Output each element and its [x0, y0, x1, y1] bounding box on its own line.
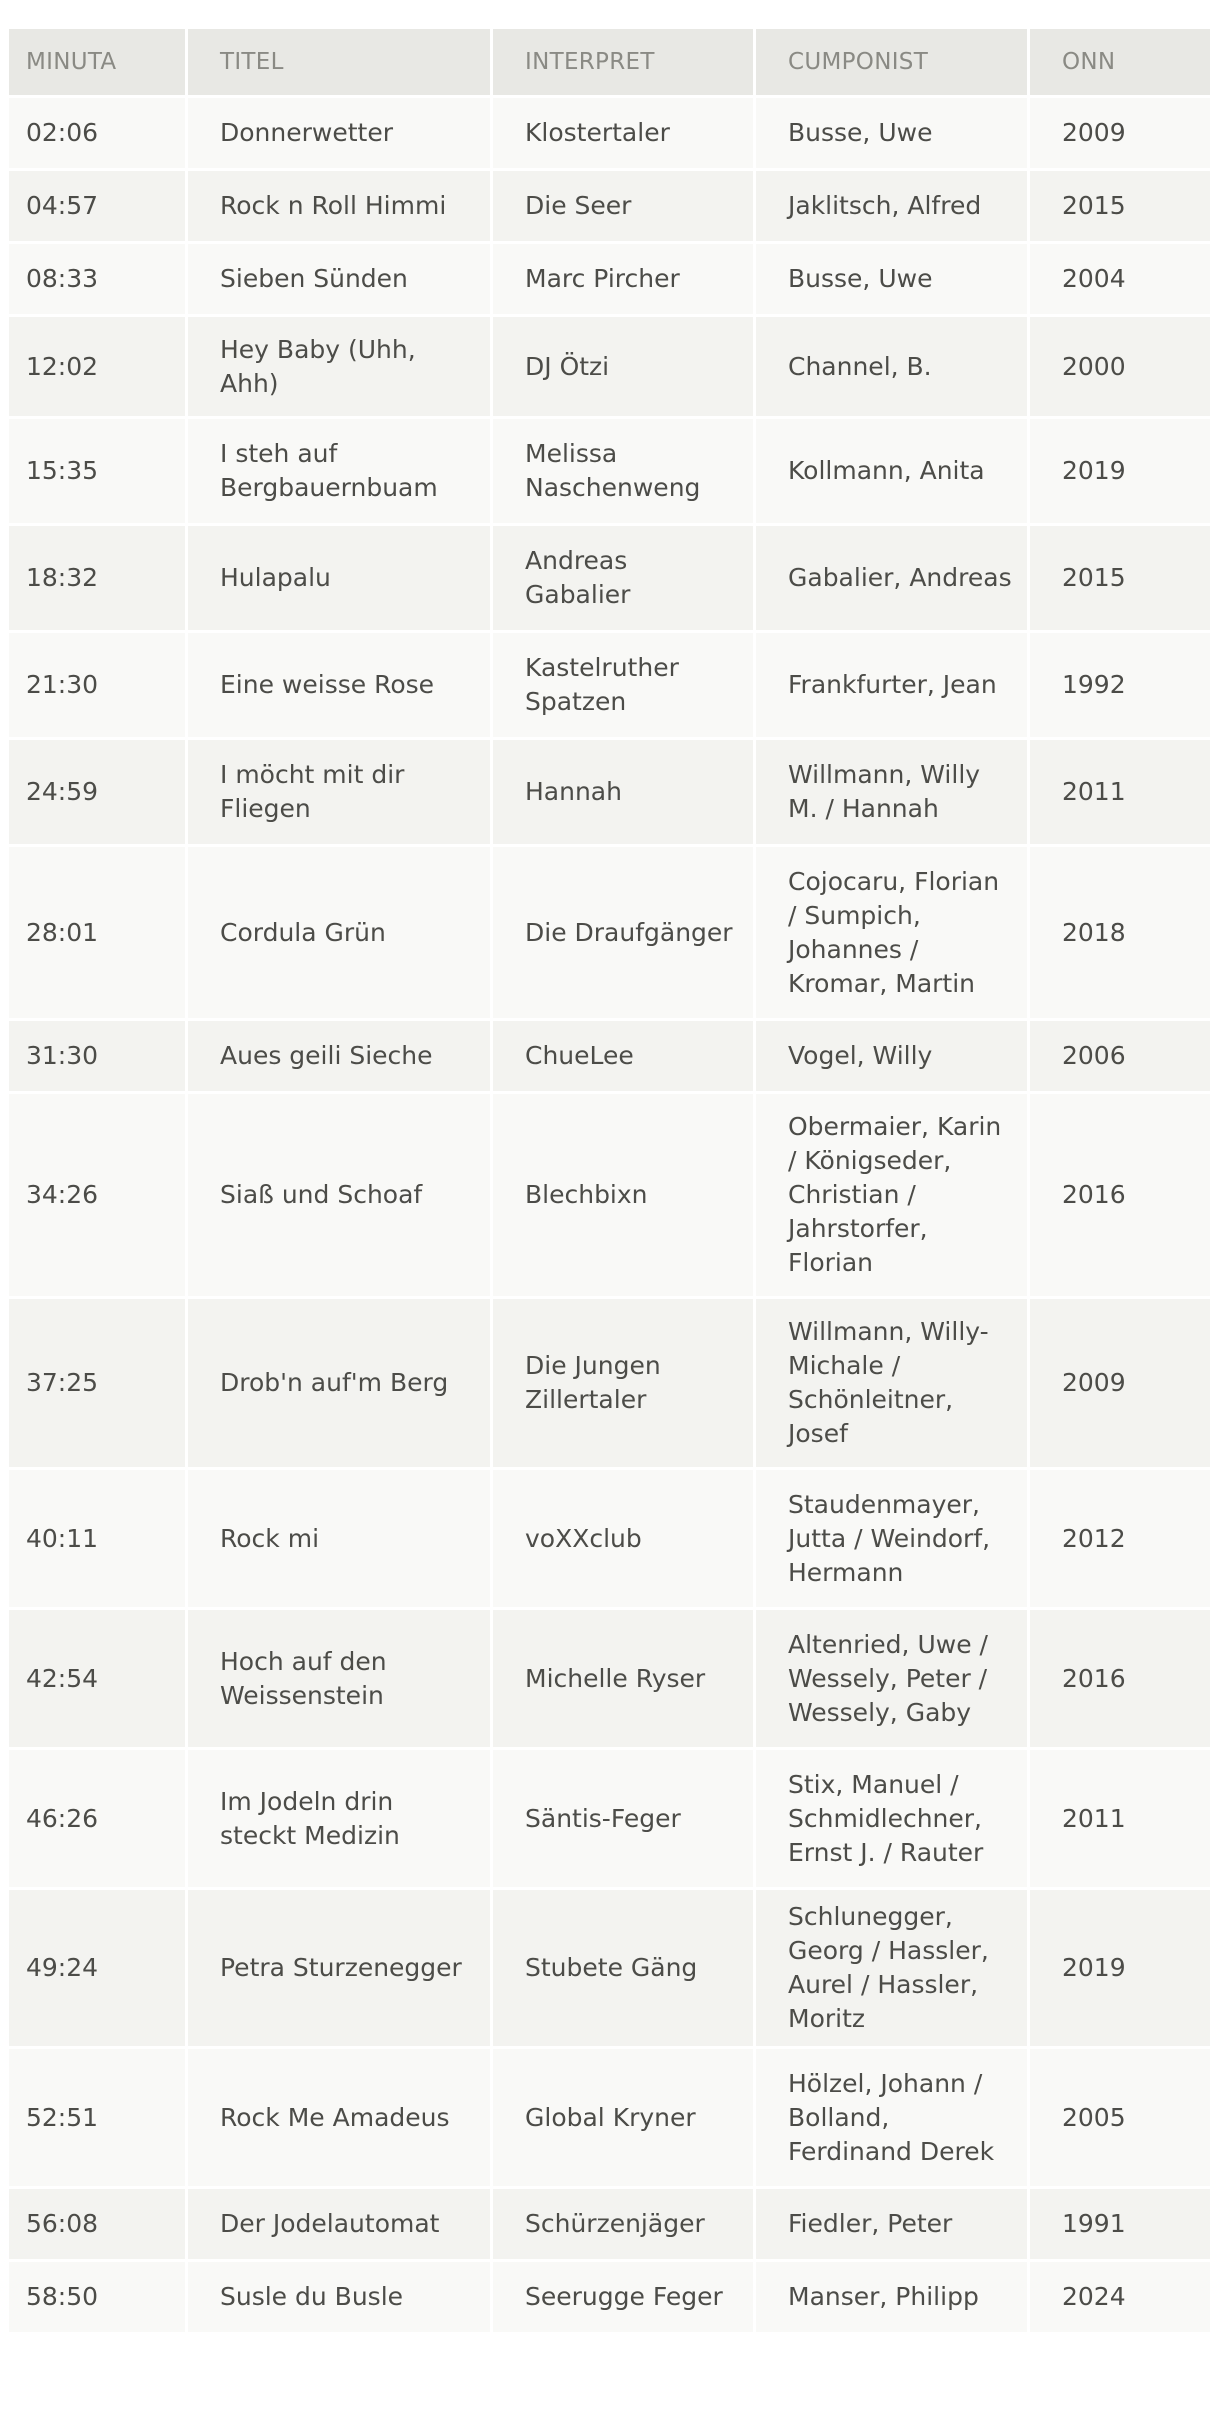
cell-interpret: Global Kryner [493, 2046, 756, 2186]
cell-titel: Sieben Sünden [188, 241, 493, 314]
cell-cumponist: Vogel, Willy [756, 1018, 1030, 1091]
cell-onn: 2004 [1030, 241, 1210, 314]
cell-interpret: voXXclub [493, 1467, 756, 1607]
cell-titel: Rock mi [188, 1467, 493, 1607]
table-row [9, 416, 1210, 523]
cell-interpret: Die Seer [493, 168, 756, 241]
cell-interpret: ChueLee [493, 1018, 756, 1091]
cell-minuta: 31:30 [9, 1018, 188, 1091]
cell-onn: 1992 [1030, 630, 1210, 737]
playlist-table [9, 29, 1210, 2332]
cell-interpret: Säntis-Feger [493, 1747, 756, 1887]
cell-titel: Petra Sturzenegger [188, 1887, 493, 2046]
cell-cumponist: Frankfurter, Jean [756, 630, 1030, 737]
table-row [9, 1296, 1210, 1467]
cell-onn: 2019 [1030, 416, 1210, 523]
table-header [9, 29, 1210, 95]
cell-cumponist: Kollmann, Anita [756, 416, 1030, 523]
cell-onn: 2011 [1030, 737, 1210, 844]
cell-cumponist: Jaklitsch, Alfred [756, 168, 1030, 241]
table-row [9, 1018, 1210, 1091]
cell-titel: Der Jodelautomat [188, 2186, 493, 2259]
cell-interpret: Kastelruther Spatzen [493, 630, 756, 737]
cell-titel: Hulapalu [188, 523, 493, 630]
cell-titel: Rock n Roll Himmi [188, 168, 493, 241]
table-row [9, 314, 1210, 416]
cell-onn: 2012 [1030, 1467, 1210, 1607]
cell-onn: 2011 [1030, 1747, 1210, 1887]
table-row [9, 2186, 1210, 2259]
cell-onn: 1991 [1030, 2186, 1210, 2259]
cell-interpret: Die Jungen Zillertaler [493, 1296, 756, 1467]
cell-interpret: Marc Pircher [493, 241, 756, 314]
cell-minuta: 28:01 [9, 844, 188, 1018]
cell-cumponist: Altenried, Uwe / Wessely, Peter / Wessely, Gaby [756, 1607, 1030, 1747]
cell-cumponist: Stix, Manuel / Schmidlechner, Ernst J. / Rauter [756, 1747, 1030, 1887]
cell-titel: Im Jodeln drin steckt Medizin [188, 1747, 493, 1887]
cell-minuta: 37:25 [9, 1296, 188, 1467]
table-row [9, 168, 1210, 241]
cell-cumponist: Cojocaru, Florian / Sumpich, Johannes / Kromar, Martin [756, 844, 1030, 1018]
cell-cumponist: Channel, B. [756, 314, 1030, 416]
column-header-interpret: INTERPRET [493, 29, 756, 95]
cell-interpret: Michelle Ryser [493, 1607, 756, 1747]
cell-interpret: Melissa Naschenweng [493, 416, 756, 523]
cell-onn: 2015 [1030, 523, 1210, 630]
table-body [9, 95, 1210, 2332]
cell-cumponist: Staudenmayer, Jutta / Weindorf, Hermann [756, 1467, 1030, 1607]
cell-cumponist: Busse, Uwe [756, 95, 1030, 168]
cell-interpret: Schürzenjäger [493, 2186, 756, 2259]
table-row [9, 1467, 1210, 1607]
cell-interpret: Blechbixn [493, 1091, 756, 1296]
cell-interpret: Klostertaler [493, 95, 756, 168]
table-row [9, 95, 1210, 168]
cell-cumponist: Schlunegger, Georg / Hassler, Aurel / Hassler, Moritz [756, 1887, 1030, 2046]
cell-minuta: 24:59 [9, 737, 188, 844]
cell-interpret: Seerugge Feger [493, 2259, 756, 2332]
cell-cumponist: Busse, Uwe [756, 241, 1030, 314]
cell-minuta: 12:02 [9, 314, 188, 416]
table-row [9, 737, 1210, 844]
cell-minuta: 18:32 [9, 523, 188, 630]
cell-onn: 2019 [1030, 1887, 1210, 2046]
cell-onn: 2024 [1030, 2259, 1210, 2332]
cell-minuta: 02:06 [9, 95, 188, 168]
playlist-table-container [9, 29, 1210, 2332]
table-row [9, 1091, 1210, 1296]
cell-onn: 2006 [1030, 1018, 1210, 1091]
cell-titel: Drob'n auf'm Berg [188, 1296, 493, 1467]
cell-titel: Donnerwetter [188, 95, 493, 168]
cell-onn: 2015 [1030, 168, 1210, 241]
table-row [9, 630, 1210, 737]
cell-minuta: 04:57 [9, 168, 188, 241]
table-row [9, 241, 1210, 314]
cell-minuta: 52:51 [9, 2046, 188, 2186]
cell-interpret: Hannah [493, 737, 756, 844]
cell-minuta: 42:54 [9, 1607, 188, 1747]
column-header-titel: TITEL [188, 29, 493, 95]
cell-minuta: 08:33 [9, 241, 188, 314]
cell-titel: Susle du Busle [188, 2259, 493, 2332]
cell-minuta: 58:50 [9, 2259, 188, 2332]
table-row [9, 2259, 1210, 2332]
table-row [9, 2046, 1210, 2186]
cell-onn: 2016 [1030, 1091, 1210, 1296]
column-header-cumponist: CUMPONIST [756, 29, 1030, 95]
cell-titel: Siaß und Schoaf [188, 1091, 493, 1296]
cell-minuta: 46:26 [9, 1747, 188, 1887]
cell-interpret: Andreas Gabalier [493, 523, 756, 630]
cell-minuta: 21:30 [9, 630, 188, 737]
cell-onn: 2005 [1030, 2046, 1210, 2186]
cell-cumponist: Obermaier, Karin / Königseder, Christian / Jahrstorfer, Florian [756, 1091, 1030, 1296]
table-row [9, 1887, 1210, 2046]
cell-minuta: 40:11 [9, 1467, 188, 1607]
cell-onn: 2000 [1030, 314, 1210, 416]
table-row [9, 1607, 1210, 1747]
table-row [9, 523, 1210, 630]
cell-cumponist: Hölzel, Johann / Bolland, Ferdinand Derek [756, 2046, 1030, 2186]
cell-cumponist: Gabalier, Andreas [756, 523, 1030, 630]
cell-cumponist: Manser, Philipp [756, 2259, 1030, 2332]
cell-titel: Eine weisse Rose [188, 630, 493, 737]
cell-minuta: 56:08 [9, 2186, 188, 2259]
table-header-row [9, 29, 1210, 95]
cell-onn: 2009 [1030, 1296, 1210, 1467]
cell-titel: Cordula Grün [188, 844, 493, 1018]
cell-minuta: 15:35 [9, 416, 188, 523]
cell-onn: 2018 [1030, 844, 1210, 1018]
cell-titel: Hoch auf den Weissenstein [188, 1607, 493, 1747]
table-row [9, 1747, 1210, 1887]
cell-interpret: DJ Ötzi [493, 314, 756, 416]
cell-onn: 2009 [1030, 95, 1210, 168]
column-header-minuta: MINUTA [9, 29, 188, 95]
table-row [9, 844, 1210, 1018]
cell-interpret: Die Draufgänger [493, 844, 756, 1018]
cell-titel: I möcht mit dir Fliegen [188, 737, 493, 844]
cell-cumponist: Willmann, Willy M. / Hannah [756, 737, 1030, 844]
cell-titel: Hey Baby (Uhh, Ahh) [188, 314, 493, 416]
cell-cumponist: Fiedler, Peter [756, 2186, 1030, 2259]
cell-interpret: Stubete Gäng [493, 1887, 756, 2046]
cell-titel: I steh auf Bergbauernbuam [188, 416, 493, 523]
cell-titel: Aues geili Sieche [188, 1018, 493, 1091]
cell-titel: Rock Me Amadeus [188, 2046, 493, 2186]
cell-minuta: 34:26 [9, 1091, 188, 1296]
cell-cumponist: Willmann, Willy-Michale / Schönleitner, Josef [756, 1296, 1030, 1467]
cell-minuta: 49:24 [9, 1887, 188, 2046]
cell-onn: 2016 [1030, 1607, 1210, 1747]
column-header-onn: ONN [1030, 29, 1210, 95]
